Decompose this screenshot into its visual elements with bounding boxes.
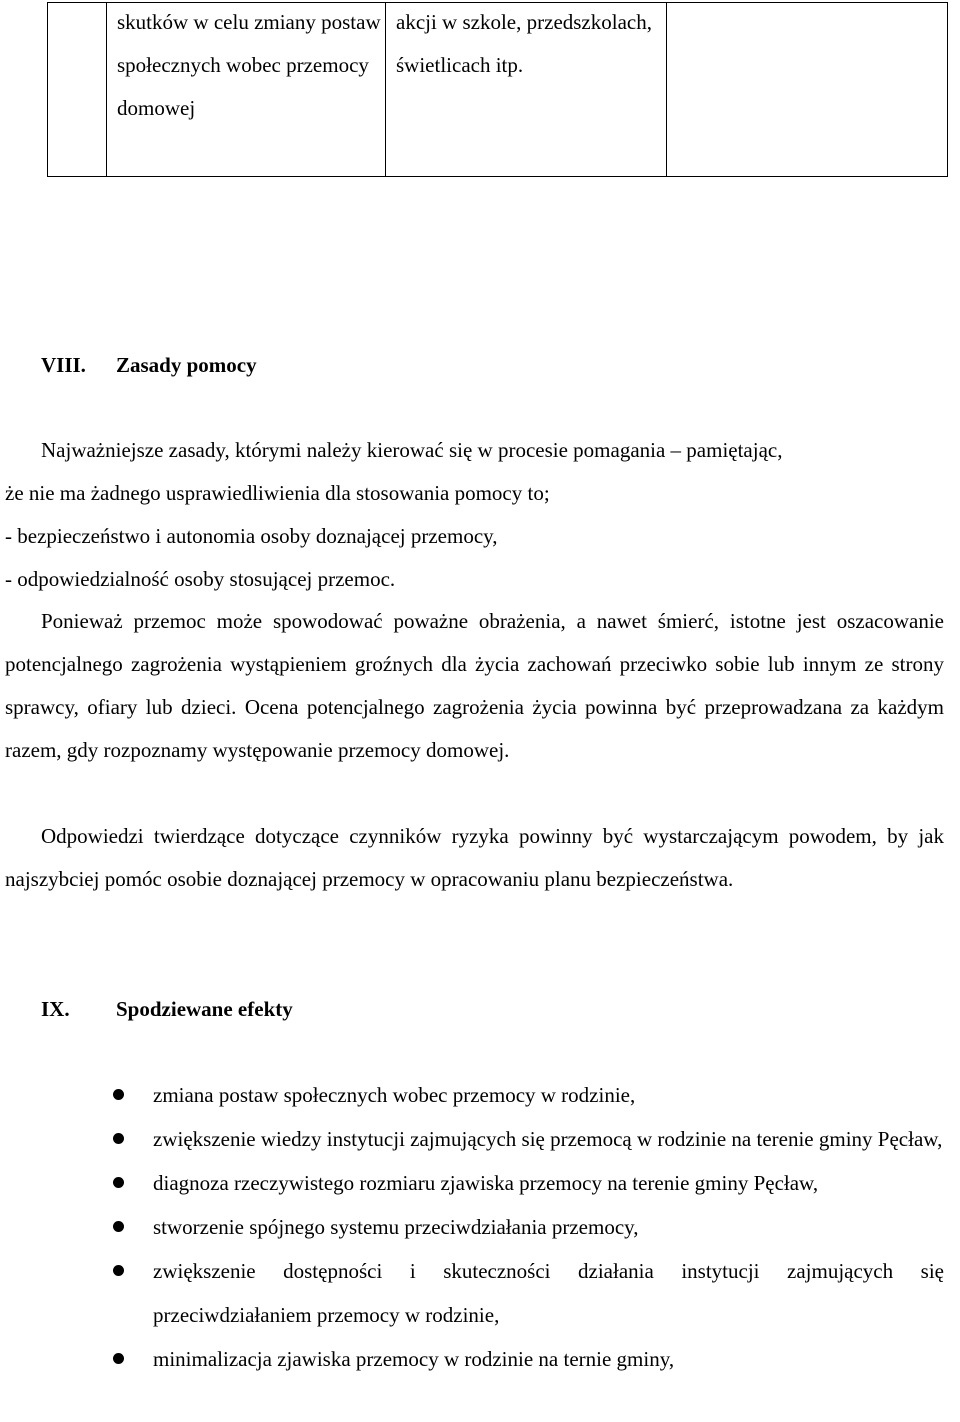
table-cell-actions-text: akcji w szkole, przedszkolach, świetlicach itp. [396, 10, 652, 77]
paragraph-risk-assessment: Ponieważ przemoc może spowodować poważne obrażenia, a nawet śmierć, istotne jest oszacowanie potencjalnego zagrożenia wystąpieniem groźnych dla życia zachowań przeciwko sobie lub innym ze strony sprawcy, ofiary lub dzieci. Ocena potencjalnego zagrożenia życia powinna być przeprowadzana za każdym razem, gdy rozpoznamy występowanie przemocy domowej. [5, 609, 944, 762]
section-8-title: Zasady pomocy [116, 353, 257, 377]
bullet-icon [113, 1089, 124, 1100]
bullet-icon [113, 1265, 124, 1276]
paragraph-safety-plan: Odpowiedzi twierdzące dotyczące czynników ryzyka powinny być wystarczającym powodem, by jak najszybciej pomóc osobie doznającej przemocy w opracowaniu planu bezpieczeństwa. [5, 824, 944, 891]
table-row [48, 3, 948, 177]
continuation-table [47, 2, 948, 177]
expected-effects-list [0, 1073, 960, 1381]
section-8-number: VIII. [41, 353, 86, 377]
intro-line-1: Najważniejsze zasady, którymi należy kierować się w procesie pomagania – pamiętając, [41, 438, 783, 462]
table-cell-goal [107, 3, 386, 177]
list-item: zwiększenie wiedzy instytucji zajmujących się przemocą w rodzinie na terenie gminy Pęcław, [0, 1117, 944, 1161]
table-cell-empty-last [667, 3, 948, 177]
bullet-icon [113, 1133, 124, 1144]
list-item: minimalizacja zjawiska przemocy w rodzinie na ternie gminy, [0, 1337, 944, 1381]
list-item: stworzenie spójnego systemu przeciwdziałania przemocy, [0, 1205, 944, 1249]
principle-safety: - bezpieczeństwo i autonomia osoby doznającej przemocy, [5, 524, 498, 548]
bullet-icon [113, 1353, 124, 1364]
bullet-icon [113, 1177, 124, 1188]
list-item: zmiana postaw społecznych wobec przemocy w rodzinie, [0, 1073, 944, 1117]
list-item: diagnoza rzeczywistego rozmiaru zjawiska przemocy na terenie gminy Pęcław, [0, 1161, 944, 1205]
principle-responsibility: - odpowiedzialność osoby stosującej przemoc. [5, 567, 396, 591]
table-cell-empty [48, 3, 107, 177]
section-9-number: IX. [41, 997, 70, 1021]
list-item: zwiększenie dostępności i skuteczności działania instytucji zajmujących się przeciwdziałaniem przemocy w rodzinie, [0, 1249, 944, 1337]
table-cell-actions [386, 3, 667, 177]
section-9-title: Spodziewane efekty [116, 997, 293, 1021]
table-cell-goal-text: skutków w celu zmiany postaw społecznych wobec przemocy domowej [117, 10, 381, 120]
bullet-icon [113, 1221, 124, 1232]
intro-line-2: że nie ma żadnego usprawiedliwienia dla stosowania pomocy to; [5, 481, 550, 505]
